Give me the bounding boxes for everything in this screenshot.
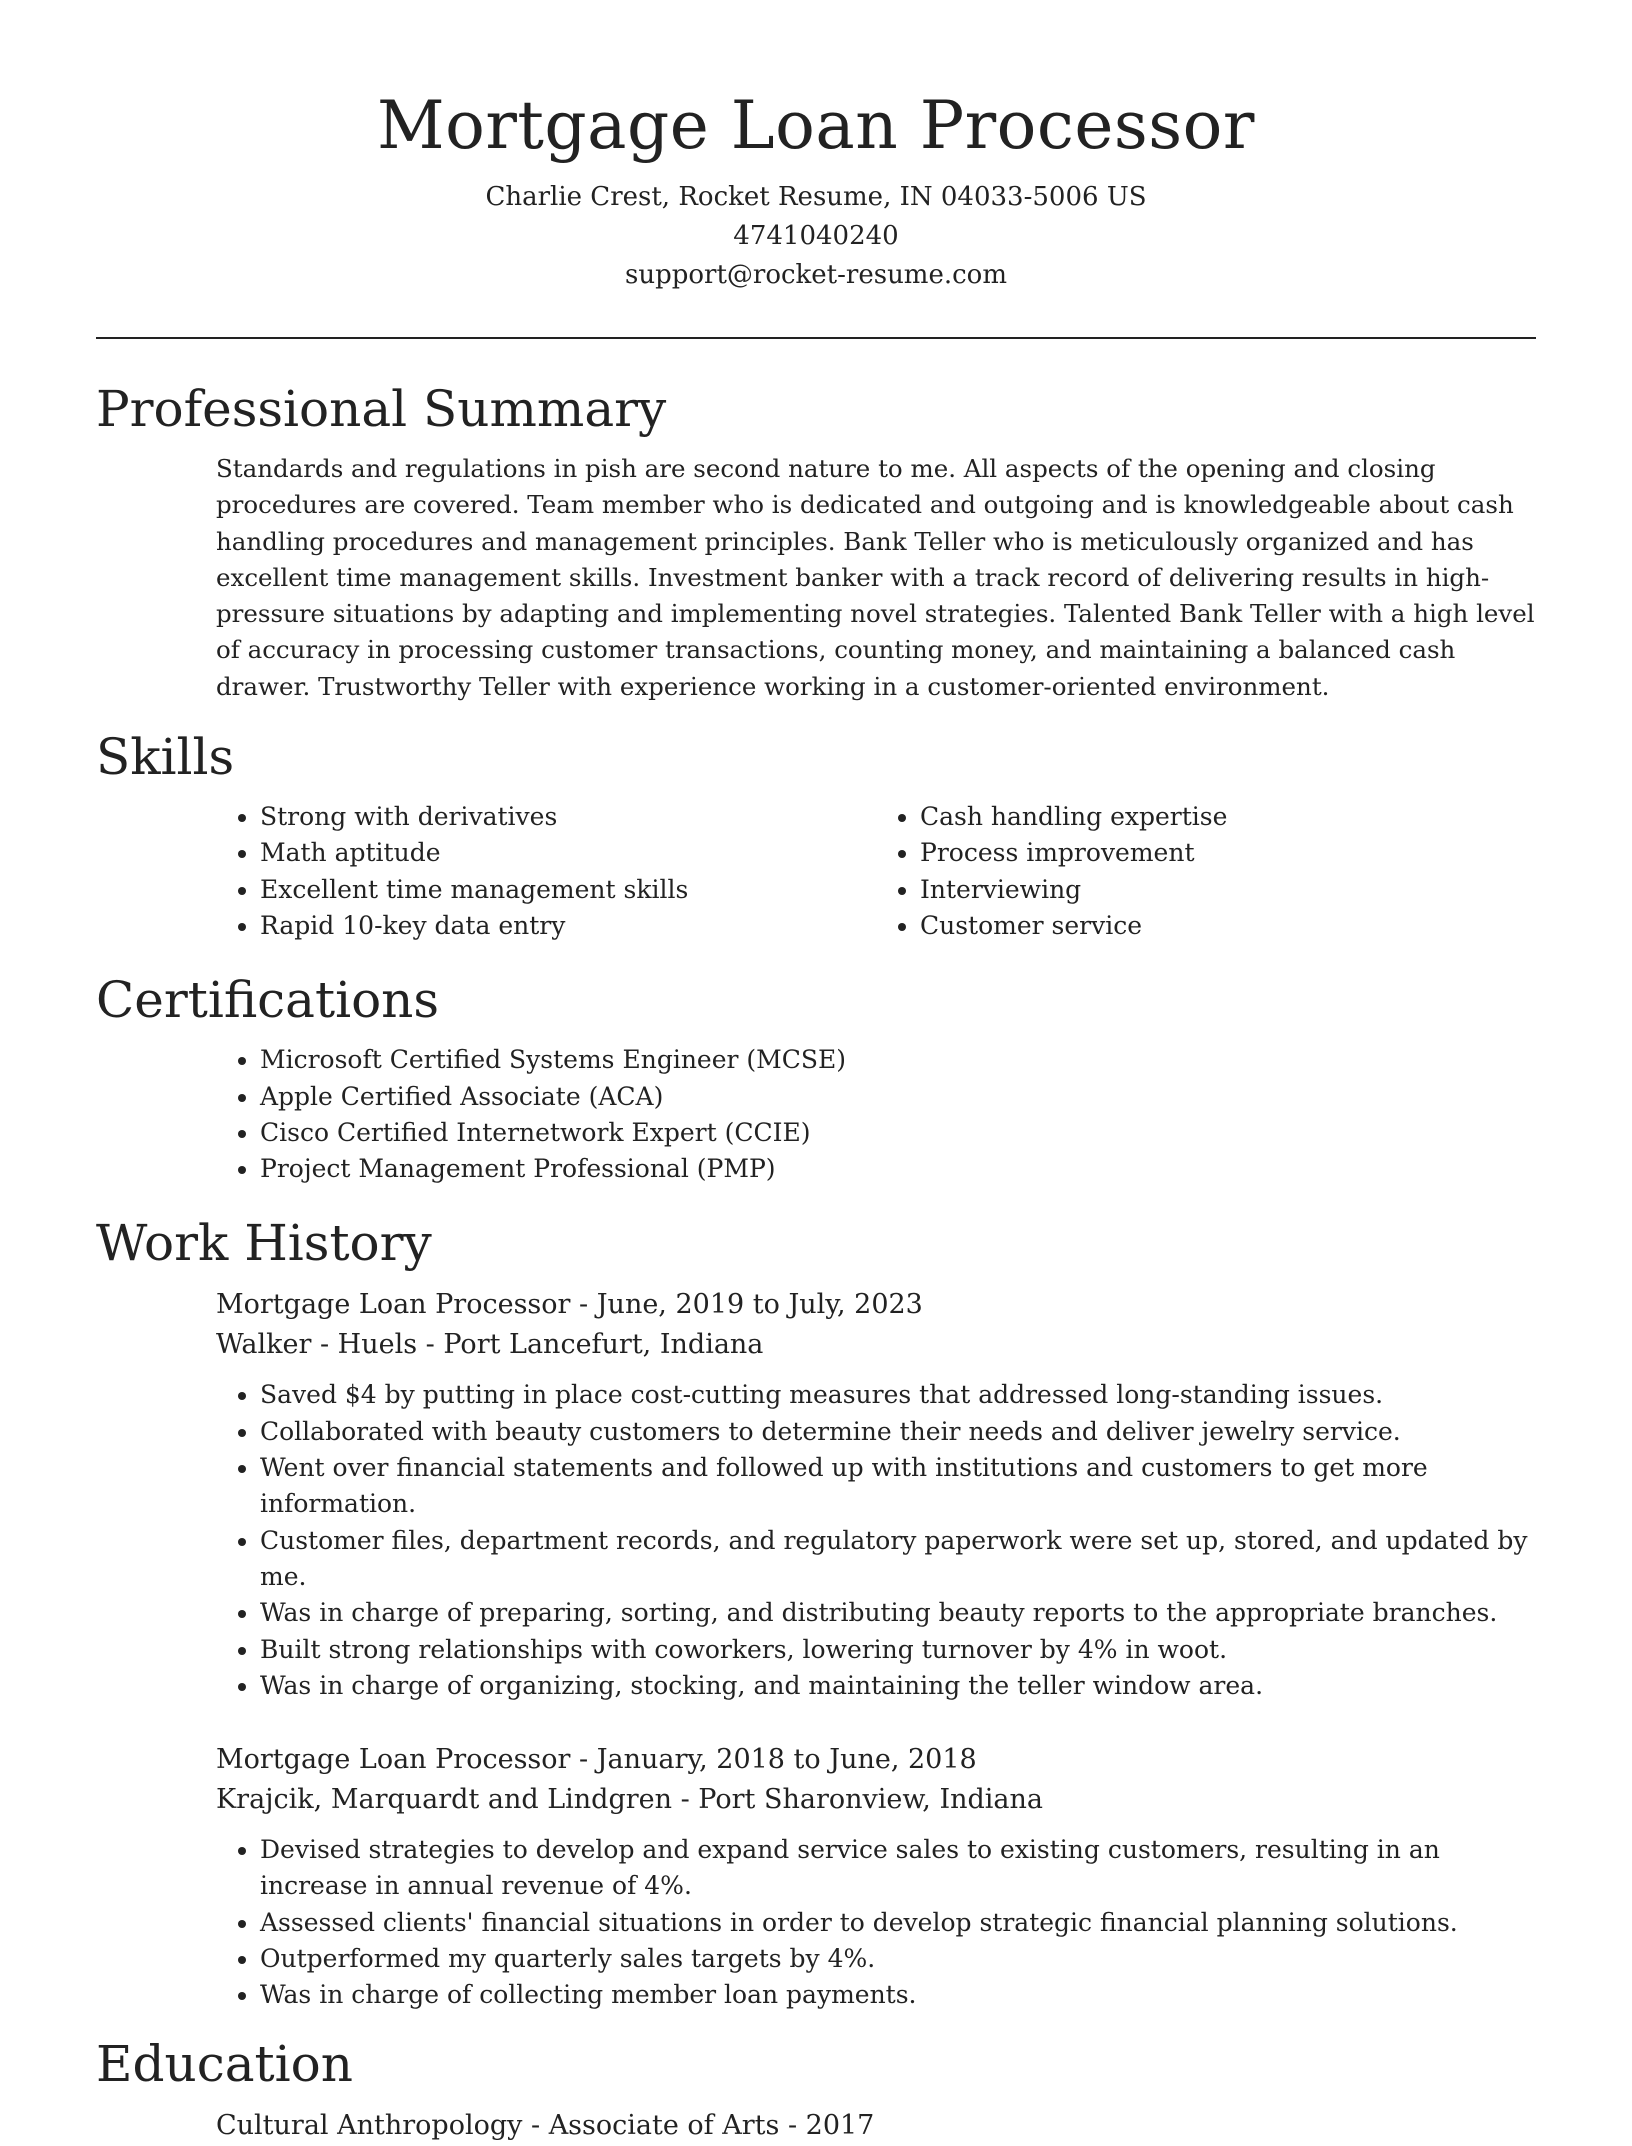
skills-list-left: [216, 799, 876, 944]
skill-item: • Process improvement: [920, 835, 1536, 871]
work-heading: Work History: [96, 1214, 432, 1273]
job-bullet: • Built strong relationships with coworkers, lowering turnover by 4% in woot.: [260, 1632, 1536, 1668]
skills-list-right: [876, 799, 1536, 944]
job-title-line: Mortgage Loan Processor - January, 2018 to June, 2018: [216, 1744, 977, 1776]
skill-item: • Strong with derivatives: [260, 799, 876, 835]
header-divider: [96, 337, 1536, 339]
skill-item: • Cash handling expertise: [920, 799, 1536, 835]
contact-email: support@rocket-resume.com: [624, 260, 1007, 290]
resume-header: [96, 0, 1536, 295]
job-bullet: • Was in charge of collecting member loan payments.: [260, 1977, 1536, 2013]
certification-item: • Project Management Professional (PMP): [260, 1151, 1536, 1187]
job-bullets: [216, 1832, 1536, 2013]
job-entry: [216, 1285, 1536, 1704]
work-section: [96, 1213, 1536, 2013]
job-entry: [216, 1740, 1536, 2013]
skill-item: • Math aptitude: [260, 835, 876, 871]
certifications-section: [96, 970, 1536, 1187]
skill-item: • Excellent time management skills: [260, 872, 876, 908]
job-bullet: • Went over financial statements and followed up with institutions and customers to get more information.: [260, 1450, 1536, 1523]
education-section: [96, 2034, 1536, 2146]
certifications-list: [216, 1042, 1536, 1187]
job-bullet: • Assessed clients' financial situations in order to develop strategic financial planning solutions.: [260, 1905, 1536, 1941]
job-bullets: [216, 1377, 1536, 1704]
job-bullet: • Customer files, department records, and regulatory paperwork were set up, stored, and updated by me.: [260, 1523, 1536, 1596]
job-title-line: Mortgage Loan Processor - June, 2019 to July, 2023: [216, 1289, 923, 1321]
skill-item: • Rapid 10-key data entry: [260, 908, 876, 944]
summary-text: Standards and regulations in pish are second nature to me. All aspects of the opening and closing procedures are covered. Team member who is dedicated and outgoing and is knowledgeable about cash handling procedures and management principles. Bank Teller who is meticulously organized and has excellent time management skills. Investment banker with a track record of delivering results in high-pressure situations by adapting and implementing novel strategies. Talented Bank Teller with a high level of accuracy in processing customer transactions, counting money, and maintaining a balanced cash drawer. Trustworthy Teller with experience working in a customer-oriented environment.: [216, 454, 1535, 701]
resume-name: Mortgage Loan Processor: [377, 87, 1255, 164]
job-bullet: • Saved $4 by putting in place cost-cutting measures that addressed long-standing issues.: [260, 1377, 1536, 1413]
job-bullet: • Collaborated with beauty customers to determine their needs and deliver jewelry service.: [260, 1414, 1536, 1450]
job-bullet: • Was in charge of preparing, sorting, and distributing beauty reports to the appropriate branches.: [260, 1595, 1536, 1631]
contact-address: Charlie Crest, Rocket Resume, IN 04033-5006 US: [485, 182, 1147, 212]
job-bullet: • Was in charge of organizing, stocking, and maintaining the teller window area.: [260, 1668, 1536, 1704]
skills-section: [96, 727, 1536, 944]
contact-phone: 4741040240: [733, 221, 899, 251]
job-company-line: Walker - Huels - Port Lancefurt, Indiana: [216, 1329, 764, 1361]
job-bullet: • Devised strategies to develop and expand service sales to existing customers, resulting in an increase in annual revenue of 4%.: [260, 1832, 1536, 1905]
skill-item: • Interviewing: [920, 872, 1536, 908]
skill-item: • Customer service: [920, 908, 1536, 944]
summary-heading: Professional Summary: [96, 380, 667, 438]
skills-columns: [96, 799, 1536, 944]
skills-heading: Skills: [96, 728, 235, 787]
certification-item: • Microsoft Certified Systems Engineer (MCSE): [260, 1042, 1536, 1078]
certification-item: • Cisco Certified Internetwork Expert (CCIE): [260, 1115, 1536, 1151]
job-bullet: • Outperformed my quarterly sales targets by 4%.: [260, 1941, 1536, 1977]
job-company-line: Krajcik, Marquardt and Lindgren - Port Sharonview, Indiana: [216, 1784, 1044, 1816]
education-heading: Education: [96, 2034, 353, 2093]
summary-section: [96, 379, 1536, 705]
certification-item: • Apple Certified Associate (ACA): [260, 1079, 1536, 1115]
education-entry: Cultural Anthropology - Associate of Arts - 2017: [216, 2109, 875, 2141]
certifications-heading: Certifications: [96, 971, 440, 1030]
